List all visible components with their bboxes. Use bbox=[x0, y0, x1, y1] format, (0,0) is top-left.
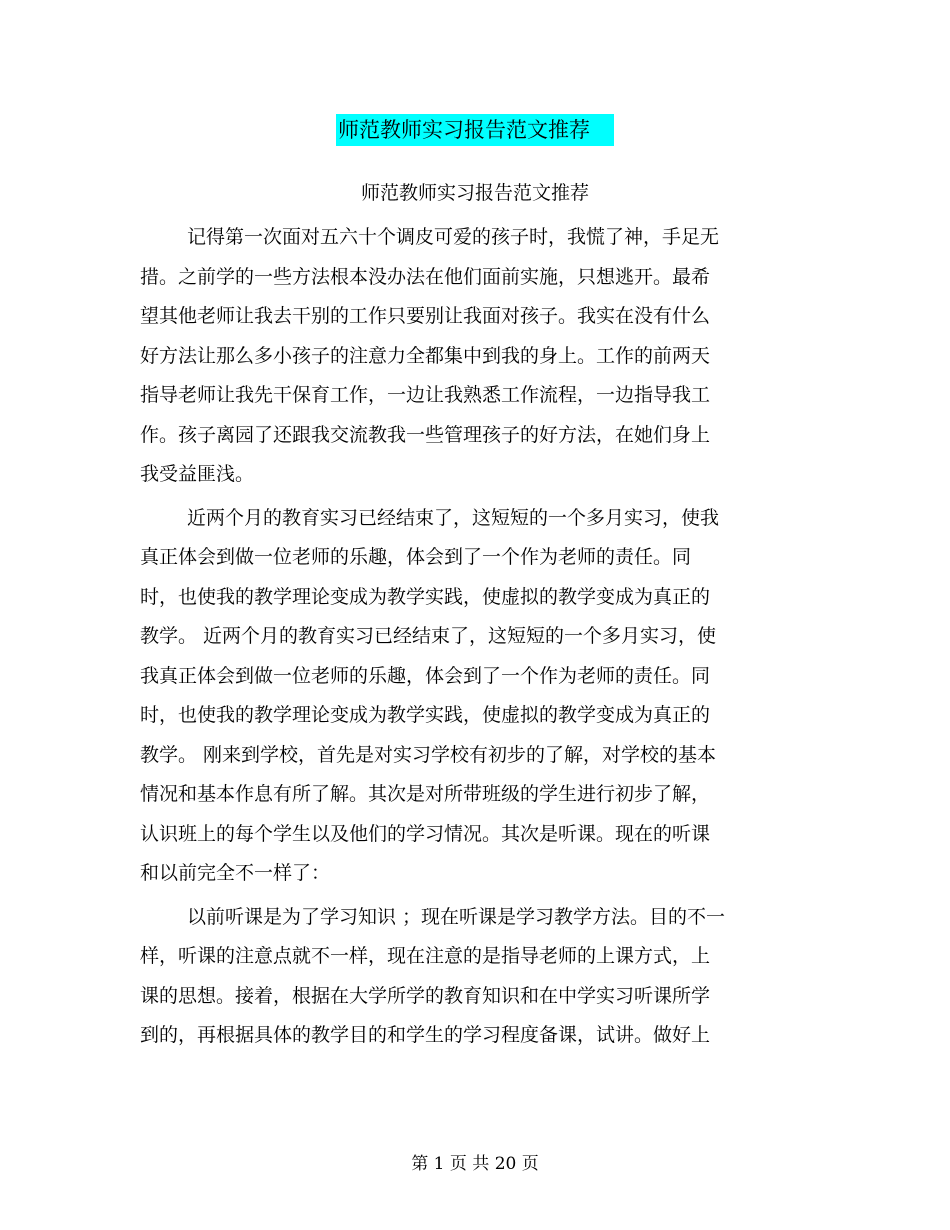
paragraph-line: 好方法让那么多小孩子的注意力全都集中到我的身上。工作的前两天 bbox=[140, 344, 711, 367]
paragraph-line: 样，听课的注意点就不一样，现在注意的是指导老师的上课方式，上 bbox=[140, 945, 711, 967]
page-number: 1 bbox=[433, 1154, 445, 1174]
paragraph-line: 课的思想。接着，根据在大学所学的教育知识和在中学实习听课所学 bbox=[140, 984, 711, 1007]
document-title: 师范教师实习报告范文推荐 bbox=[336, 114, 614, 146]
paragraph-line: 近两个月的教育实习已经结束了，这短短的一个多月实习，使我 bbox=[187, 506, 720, 529]
paragraph-line: 我受益匪浅。 bbox=[140, 463, 255, 485]
paragraph-line: 到的，再根据具体的教学目的和学生的学习程度备课，试讲。做好上 bbox=[140, 1024, 711, 1046]
paragraph-line: 教学。 近两个月的教育实习已经结束了，这短短的一个多月实习，使 bbox=[140, 625, 717, 647]
page-prefix: 第 bbox=[411, 1154, 429, 1174]
paragraph-line: 和以前完全不一样了： bbox=[140, 862, 331, 884]
paragraph-line: 时，也使我的教学理论变成为教学实践，使虚拟的教学变成为真正的 bbox=[140, 585, 711, 608]
page-middle: 页 共 bbox=[449, 1154, 490, 1174]
paragraph-line: 真正体会到做一位老师的乐趣，体会到了一个作为老师的责任。同 bbox=[140, 546, 692, 568]
page-footer bbox=[0, 1150, 950, 1178]
paragraph-line: 我真正体会到做一位老师的乐趣，体会到了一个作为老师的责任。同 bbox=[140, 664, 711, 687]
paragraph-line: 作。孩子离园了还跟我交流教我一些管理孩子的好方法，在她们身上 bbox=[140, 423, 711, 446]
paragraph-line: 指导老师让我先干保育工作，一边让我熟悉工作流程，一边指导我工 bbox=[140, 384, 711, 406]
paragraph-line: 以前听课是为了学习知识 ；现在听课是学习教学方法。目的不一 bbox=[187, 905, 726, 928]
paragraph-line: 认识班上的每个学生以及他们的学习情况。其次是听课。现在的听课 bbox=[140, 822, 711, 845]
paragraph-line: 措。之前学的一些方法根本没办法在他们面前实施，只想逃开。最希 bbox=[140, 265, 711, 288]
document-subtitle: 师范教师实习报告范文推荐 bbox=[360, 182, 589, 204]
paragraph bbox=[140, 898, 780, 1056]
paragraph-line: 教学。 刚来到学校，首先是对实习学校有初步的了解，对学校的基本 bbox=[140, 743, 717, 766]
paragraph-line: 记得第一次面对五六十个调皮可爱的孩子时，我慌了神，手足无 bbox=[187, 226, 720, 248]
paragraph bbox=[140, 218, 780, 495]
paragraph-line: 情况和基本作息有所了解。其次是对所带班级的学生进行初步了解， bbox=[140, 783, 711, 805]
paragraph bbox=[140, 499, 780, 894]
title-container bbox=[0, 114, 950, 146]
total-pages: 20 bbox=[494, 1154, 517, 1174]
paragraph-line: 时，也使我的教学理论变成为教学实践，使虚拟的教学变成为真正的 bbox=[140, 704, 711, 726]
document-body bbox=[140, 218, 780, 1056]
paragraph-line: 望其他老师让我去干别的工作只要别让我面对孩子。我实在没有什么 bbox=[140, 305, 711, 327]
page-suffix: 页 bbox=[521, 1154, 539, 1174]
